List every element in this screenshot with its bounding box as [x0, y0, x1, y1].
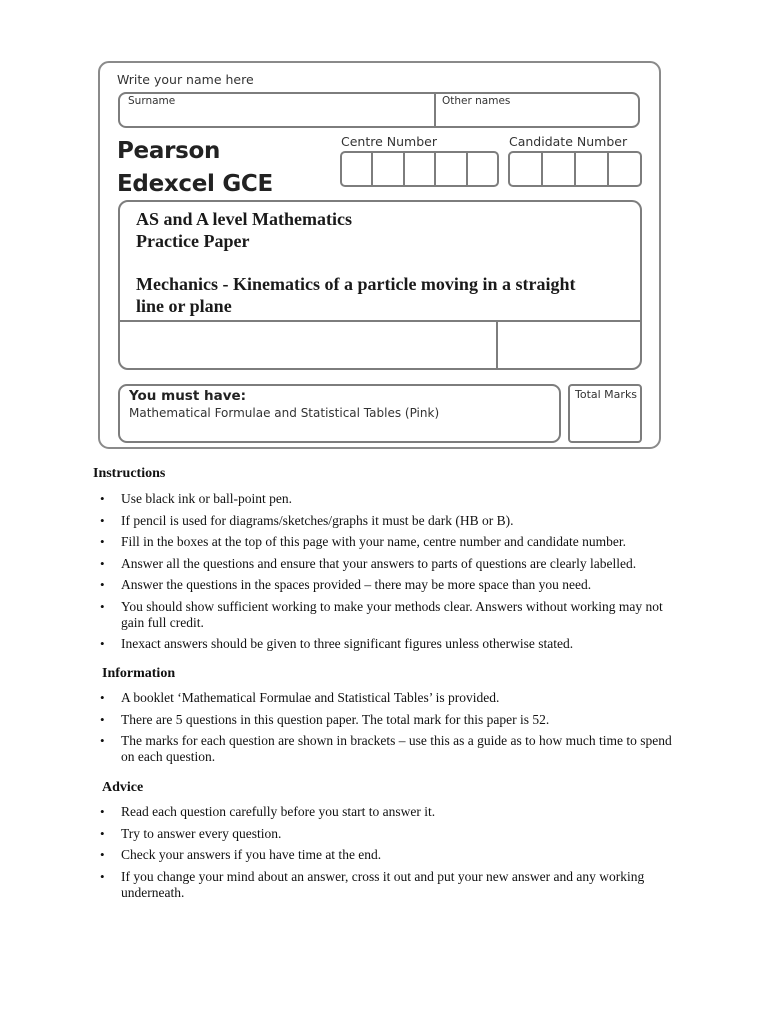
information-list [97, 690, 682, 771]
candidate-digit-box [510, 153, 543, 185]
list-item: • If pencil is used for diagrams/sketches/graphs it must be dark (HB or B). [97, 513, 682, 529]
exam-board-logo [117, 135, 273, 201]
centre-number-boxes [340, 151, 499, 187]
candidate-number-boxes [508, 151, 642, 187]
name-prompt: Write your name here [117, 72, 254, 87]
advice-heading: Advice [102, 780, 144, 795]
brand-line-edexcel: Edexcel GCE [117, 171, 273, 197]
total-marks-box [568, 384, 642, 443]
total-marks-label: Total Marks [575, 388, 638, 401]
candidate-digit-box [543, 153, 576, 185]
title-box-divider [120, 320, 640, 322]
surname-field-label: Surname [128, 95, 176, 107]
list-item: • Answer all the questions and ensure that your answers to parts of questions are clearly labelled. [97, 556, 682, 572]
centre-digit-box [405, 153, 436, 185]
list-item: • Fill in the boxes at the top of this page with your name, centre number and candidate number. [97, 534, 682, 550]
list-item: • The marks for each question are shown in brackets – use this as a guide as to how much time to spend on each question. [97, 733, 682, 765]
list-item: • Check your answers if you have time at the end. [97, 847, 682, 863]
topic-title: Mechanics - Kinematics of a particle moving in a straight line or plane [136, 274, 576, 316]
must-have-heading: You must have: [129, 388, 247, 404]
front-cover-form [98, 61, 661, 449]
list-item: • Answer the questions in the spaces provided – there may be more space than you need. [97, 577, 682, 593]
centre-digit-box [373, 153, 404, 185]
must-have-box [118, 384, 561, 443]
centre-digit-box [436, 153, 467, 185]
instructions-list [97, 491, 682, 658]
brand-line-pearson: Pearson [117, 138, 221, 164]
other-names-field-label: Other names [442, 95, 511, 107]
candidate-number-label: Candidate Number [509, 134, 628, 149]
paper-title-box [118, 200, 642, 370]
list-item: • Try to answer every question. [97, 826, 682, 842]
list-item: • If you change your mind about an answer, cross it out and put your new answer and any working underneath. [97, 869, 682, 901]
centre-digit-box [342, 153, 373, 185]
title-box-vertical-divider [496, 322, 498, 370]
name-box [118, 92, 640, 128]
list-item: • A booklet ‘Mathematical Formulae and Statistical Tables’ is provided. [97, 690, 682, 706]
centre-digit-box [468, 153, 497, 185]
subject-title: AS and A level Mathematics [136, 209, 352, 229]
centre-number-label: Centre Number [341, 134, 437, 149]
instructions-heading: Instructions [93, 466, 166, 481]
list-item: • Read each question carefully before you start to answer it. [97, 804, 682, 820]
list-item: • Inexact answers should be given to three significant figures unless otherwise stated. [97, 636, 682, 652]
candidate-digit-box [576, 153, 609, 185]
information-heading: Information [102, 666, 176, 681]
candidate-digit-box [609, 153, 640, 185]
must-have-text: Mathematical Formulae and Statistical Tables (Pink) [129, 406, 440, 420]
name-box-divider [434, 94, 436, 126]
paper-title: Practice Paper [136, 231, 250, 251]
list-item: • Use black ink or ball-point pen. [97, 491, 682, 507]
list-item: • You should show sufficient working to make your methods clear. Answers without working may not gain full credit. [97, 599, 682, 631]
list-item: • There are 5 questions in this question paper. The total mark for this paper is 52. [97, 712, 682, 728]
advice-list [97, 804, 682, 906]
